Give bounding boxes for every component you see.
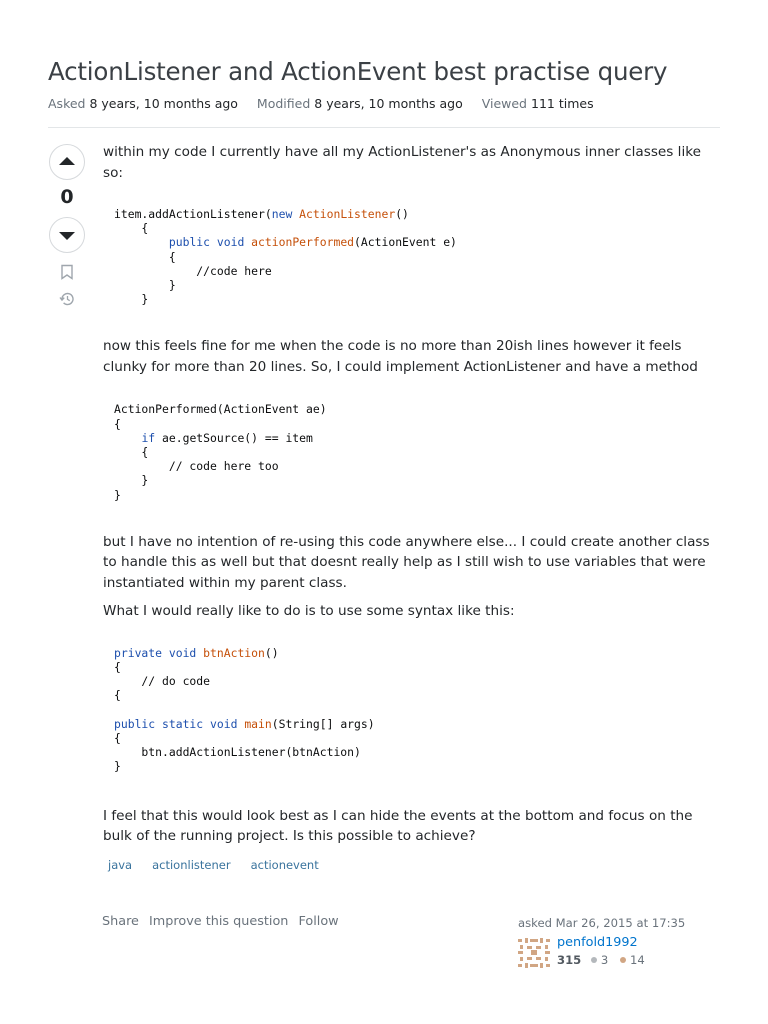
tag-actionlistener[interactable]: actionlistener [146, 855, 236, 875]
timeline-button[interactable] [59, 291, 75, 307]
bookmark-icon [59, 264, 75, 280]
share-link[interactable]: Share [102, 914, 139, 929]
asked-timestamp[interactable]: asked Mar 26, 2015 at 17:35 [518, 916, 686, 930]
reputation-score: 315 [557, 953, 582, 967]
modified-label: Modified [256, 96, 311, 111]
upvote-arrow-icon [58, 153, 76, 171]
body-paragraph-4: What I would really like to do is to use some syntax like this: [103, 603, 515, 620]
user-name-link[interactable]: penfold1992 [557, 935, 638, 950]
question-body [103, 142, 715, 847]
upvote-button[interactable] [49, 144, 85, 180]
downvote-button[interactable] [49, 217, 85, 253]
post-menu [102, 914, 345, 929]
modified-value[interactable]: 8 years, 10 months ago [314, 96, 463, 111]
viewed-label: Viewed [481, 96, 527, 111]
downvote-arrow-icon [58, 226, 76, 244]
identicon-avatar [518, 938, 550, 968]
body-paragraph-3: but I have no intention of re-using this code anywhere else... I could create another class to handle this as well but that doesnt really help as I still wish to use variables that were instantiated within my parent class. [103, 533, 710, 591]
tag-java[interactable]: java [102, 855, 138, 875]
body-paragraph-1: within my code I currently have all my ActionListener's as Anonymous inner classes like so: [103, 144, 701, 181]
silver-badge-icon [591, 957, 597, 963]
body-paragraph-5: I feel that this would look best as I can hide the events at the bottom and focus on the bulk of the running project. Is this possible to achieve? [103, 807, 693, 845]
bronze-badge-count: 14 [629, 953, 645, 967]
user-avatar[interactable] [518, 938, 550, 968]
header-divider [48, 127, 720, 128]
vote-count: 0 [60, 186, 74, 208]
body-paragraph-2: now this feels fine for me when the code is no more than 20ish lines however it feels clunky for more than 20 lines. So, I could implement ActionListener and have a method [103, 338, 698, 375]
bronze-badge-icon [620, 957, 626, 963]
history-icon [59, 291, 75, 307]
code-block-2: ActionPerformed(ActionEvent ae) { if ae.getSource() == item { // code here too } } [103, 402, 715, 501]
question-title[interactable]: ActionListener and ActionEvent best practise query [48, 57, 668, 86]
bookmark-button[interactable] [59, 264, 75, 280]
code-block-3: private void btnAction() { // do code { public static void main(String[] args) { btn.addActionListener(btnAction) } [103, 646, 715, 774]
follow-button[interactable]: Follow [298, 914, 339, 929]
question-meta [48, 95, 609, 113]
improve-question-link[interactable]: Improve this question [149, 914, 289, 929]
tag-list [102, 855, 325, 875]
asked-label: Asked [48, 96, 86, 111]
silver-badge-count: 3 [600, 953, 609, 967]
viewed-value: 111 times [531, 96, 594, 111]
user-reputation [557, 953, 645, 967]
tag-actionevent[interactable]: actionevent [245, 855, 325, 875]
asked-value[interactable]: 8 years, 10 months ago [89, 96, 238, 111]
code-block-1: item.addActionListener(new ActionListener() { public void actionPerformed(ActionEvent e) { //code here } } [103, 207, 715, 306]
